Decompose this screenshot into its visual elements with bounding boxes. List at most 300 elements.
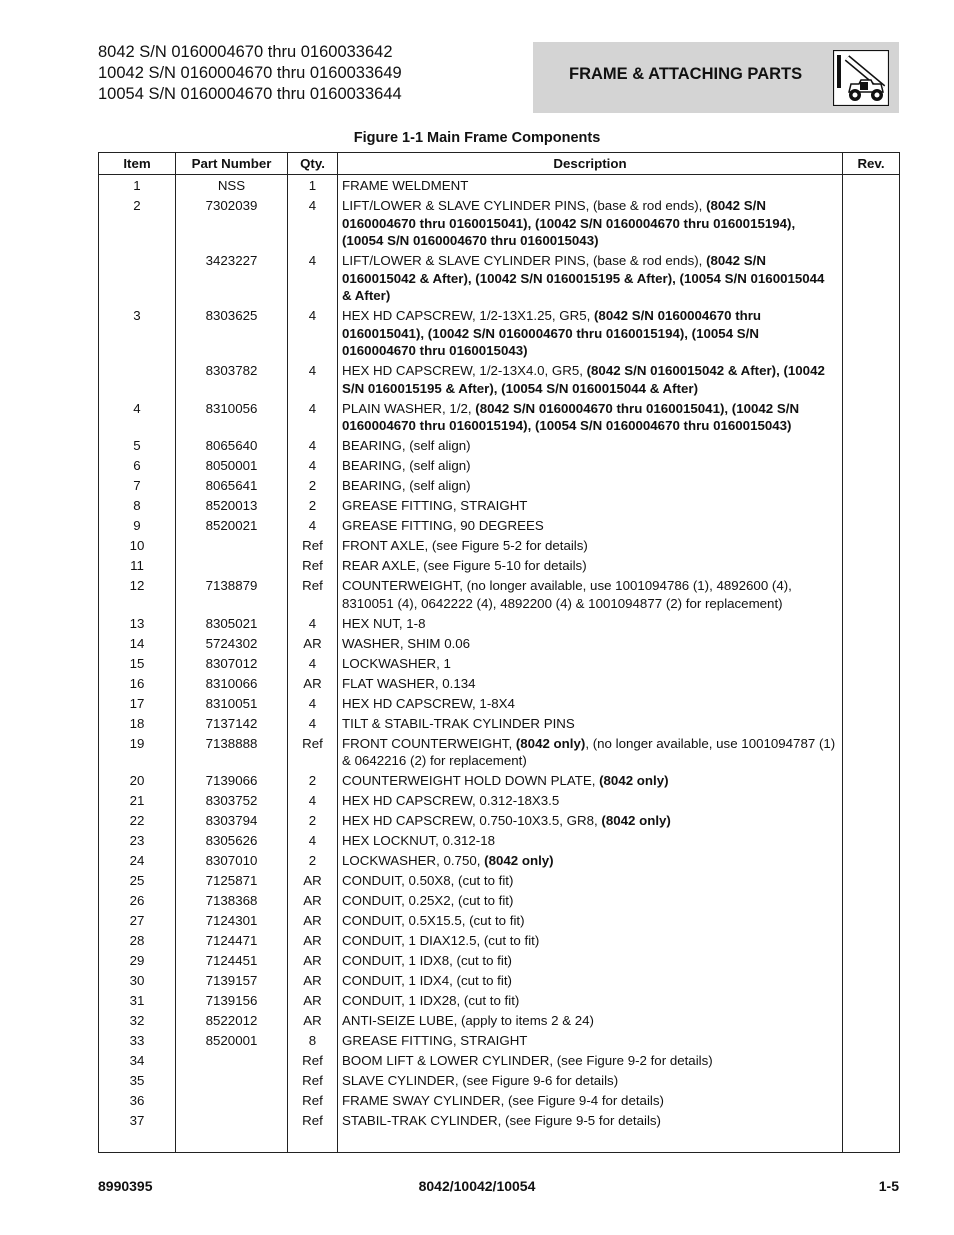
rev-cell [843,306,900,361]
rev-cell [843,496,900,516]
description-cell [338,734,843,772]
table-row [99,991,900,1011]
qty-cell: AR [288,1011,338,1031]
description-text: CONDUIT, 1 IDX8, (cut to fit) [342,953,512,968]
qty-cell: Ref [288,576,338,614]
qty-cell: Ref [288,1071,338,1091]
description-text: CONDUIT, 1 IDX4, (cut to fit) [342,973,512,988]
description-cell [338,891,843,911]
qty-cell: Ref [288,734,338,772]
table-row [99,1011,900,1031]
description-text: BEARING, (self align) [342,438,471,453]
description-cell [338,496,843,516]
description-cell [338,791,843,811]
description-cell [338,306,843,361]
description-cell [338,576,843,614]
table-row [99,634,900,654]
rev-cell [843,991,900,1011]
table-header-row [99,153,900,175]
qty-cell: Ref [288,1091,338,1111]
table-bottom-spacer [99,1131,900,1152]
description-text: COUNTERWEIGHT, (no longer available, use 1001094786 (1), 4892600 (4), 8310051 (4), 0642222 (4), 4892200 (4) & 1001094877 (2) for replacement) [342,578,792,611]
description-text: HEX HD CAPSCREW, 0.312-18X3.5 [342,793,560,808]
rev-cell [843,634,900,654]
part-number-cell: 7124451 [176,951,288,971]
serial-applicability-note: (8042 S/N 0160004670 thru 0160015041), (10042 S/N 0160004670 thru 0160015194), (10054 S/N 0160004670 thru 0160015043) [342,308,762,358]
rev-cell [843,871,900,891]
description-cell [338,634,843,654]
description-cell [338,654,843,674]
rev-cell [843,1091,900,1111]
table-row [99,851,900,871]
qty-cell: 2 [288,811,338,831]
col-header-qty: Qty. [288,153,338,175]
description-text: BOOM LIFT & LOWER CYLINDER, (see Figure 9-2 for details) [342,1053,713,1068]
qty-cell: AR [288,871,338,891]
part-number-cell [176,1071,288,1091]
qty-cell: 2 [288,496,338,516]
serial-line-8042: 8042 S/N 0160004670 thru 0160033642 [98,43,393,61]
part-number-cell: 7124471 [176,931,288,951]
part-number-cell: 8522012 [176,1011,288,1031]
qty-cell: 4 [288,436,338,456]
part-number-cell: 8050001 [176,456,288,476]
qty-cell: AR [288,911,338,931]
part-number-cell: 7139157 [176,971,288,991]
rev-cell [843,1111,900,1131]
part-number-cell: 8520021 [176,516,288,536]
description-cell [338,714,843,734]
description-text: HEX HD CAPSCREW, 1-8X4 [342,695,515,711]
table-row [99,306,900,361]
item-cell: 12 [99,576,176,614]
col-header-part-number: Part Number [176,153,288,175]
description-cell [338,911,843,931]
description-cell [338,971,843,991]
part-number-cell [176,1111,288,1131]
qty-cell: AR [288,931,338,951]
description-text: HEX HD CAPSCREW, 1/2-13X4.0, GR5, [342,363,587,378]
rev-cell [843,1071,900,1091]
parts-table-body [99,175,900,1153]
qty-cell: 4 [288,456,338,476]
qty-cell: Ref [288,1111,338,1131]
description-cell [338,831,843,851]
description-cell [338,771,843,791]
item-cell: 8 [99,496,176,516]
description-text: PLAIN WASHER, 1/2, [342,400,476,416]
qty-cell: Ref [288,536,338,556]
rev-cell [843,674,900,694]
item-cell: 1 [99,175,176,197]
description-cell [338,516,843,536]
part-number-cell [176,536,288,556]
table-row [99,971,900,991]
rev-cell [843,399,900,437]
description-cell [338,196,843,251]
part-number-cell [176,1091,288,1111]
table-row [99,1051,900,1071]
rev-cell [843,1051,900,1071]
rev-cell [843,811,900,831]
part-number-cell: NSS [176,175,288,197]
table-row [99,771,900,791]
serial-applicability-note: (8042 only) [484,853,554,868]
item-cell: 24 [99,851,176,871]
rev-cell [843,1031,900,1051]
item-cell: 29 [99,951,176,971]
item-cell: 2 [99,196,176,251]
description-cell [338,175,843,197]
part-number-cell: 8310066 [176,674,288,694]
footer-page-number: 1-5 [878,1178,899,1194]
empty-cell [288,1131,338,1152]
item-cell: 10 [99,536,176,556]
item-cell: 21 [99,791,176,811]
description-text: GREASE FITTING, STRAIGHT [342,1033,528,1048]
item-cell: 6 [99,456,176,476]
item-cell: 33 [99,1031,176,1051]
footer-doc-number: 8990395 [98,1178,153,1194]
description-text: CONDUIT, 0.50X8, (cut to fit) [342,873,514,888]
table-row [99,871,900,891]
item-cell: 35 [99,1071,176,1091]
description-text: HEX LOCKNUT, 0.312-18 [342,833,495,848]
empty-cell [176,1131,288,1152]
table-row [99,911,900,931]
rev-cell [843,654,900,674]
part-number-cell: 8307010 [176,851,288,871]
description-cell [338,694,843,714]
serial-applicability-note: (8042 only) [599,773,669,788]
rev-cell [843,771,900,791]
rev-cell [843,196,900,251]
part-number-cell: 8305021 [176,614,288,634]
item-cell: 31 [99,991,176,1011]
description-cell [338,456,843,476]
empty-cell [338,1131,843,1152]
part-number-cell: 8065641 [176,476,288,496]
item-cell: 13 [99,614,176,634]
description-text: HEX NUT, 1-8 [342,615,426,631]
part-number-cell: 7138888 [176,734,288,772]
figure-title: Figure 1-1 Main Frame Components [353,130,601,146]
part-number-cell: 8307012 [176,654,288,674]
table-row [99,1071,900,1091]
table-row [99,734,900,772]
table-row [99,516,900,536]
item-cell: 22 [99,811,176,831]
rev-cell [843,436,900,456]
description-cell [338,674,843,694]
item-cell: 15 [99,654,176,674]
description-cell [338,536,843,556]
serial-applicability-note: (8042 only) [515,735,586,751]
description-text: HEX HD CAPSCREW, 0.750-10X3.5, GR8, [342,813,602,828]
table-row [99,811,900,831]
part-number-cell: 7124301 [176,911,288,931]
part-number-cell: 8520013 [176,496,288,516]
item-cell: 3 [99,306,176,361]
table-row [99,654,900,674]
rev-cell [843,951,900,971]
table-row [99,931,900,951]
qty-cell: 4 [288,831,338,851]
part-number-cell: 8303794 [176,811,288,831]
description-cell [338,1011,843,1031]
description-text: COUNTERWEIGHT HOLD DOWN PLATE, [342,773,600,788]
item-cell: 18 [99,714,176,734]
description-text: CONDUIT, 0.5X15.5, (cut to fit) [342,913,525,928]
section-header-box [533,42,899,113]
item-cell: 37 [99,1111,176,1131]
table-row [99,456,900,476]
qty-cell: 4 [288,361,338,399]
description-cell [338,476,843,496]
description-cell [338,951,843,971]
part-number-cell: 8305626 [176,831,288,851]
rev-cell [843,361,900,399]
table-row [99,361,900,399]
empty-cell [843,1131,900,1152]
rev-cell [843,694,900,714]
rev-cell [843,536,900,556]
telehandler-icon [833,50,889,106]
serial-applicability-note: (8042 S/N 0160004670 thru 0160015041), (10042 S/N 0160004670 thru 0160015194), (10054 S/N 0160004670 thru 0160015043) [342,198,796,248]
serial-line-10054: 10054 S/N 0160004670 thru 0160033644 [98,85,402,103]
item-cell: 34 [99,1051,176,1071]
qty-cell: AR [288,991,338,1011]
table-row [99,1111,900,1131]
item-cell: 20 [99,771,176,791]
description-text-continued: , (no longer available, use 1001094787 (1) & 0642216 (2) for replacement) [342,735,836,768]
item-cell: 7 [99,476,176,496]
part-number-cell: 7138368 [176,891,288,911]
qty-cell: AR [288,971,338,991]
item-cell: 36 [99,1091,176,1111]
part-number-cell: 7302039 [176,196,288,251]
description-text: FRONT AXLE, (see Figure 5-2 for details) [342,538,588,553]
table-row [99,576,900,614]
description-cell [338,556,843,576]
qty-cell: Ref [288,556,338,576]
rev-cell [843,931,900,951]
part-number-cell: 8310051 [176,694,288,714]
item-cell: 14 [99,634,176,654]
table-row [99,175,900,197]
description-cell [338,811,843,831]
description-cell [338,871,843,891]
part-number-cell: 3423227 [176,251,288,306]
table-row [99,891,900,911]
item-cell: 17 [99,694,176,714]
table-row [99,694,900,714]
serial-line-10042: 10042 S/N 0160004670 thru 0160033649 [98,64,402,82]
rev-cell [843,456,900,476]
item-cell [99,361,176,399]
description-text: BEARING, (self align) [342,478,471,493]
part-number-cell: 7139066 [176,771,288,791]
rev-cell [843,831,900,851]
description-text: REAR AXLE, (see Figure 5-10 for details) [342,558,587,573]
table-row [99,399,900,437]
qty-cell: 4 [288,516,338,536]
rev-cell [843,911,900,931]
part-number-cell: 8310056 [176,399,288,437]
qty-cell: 4 [288,306,338,361]
description-text: WASHER, SHIM 0.06 [342,635,471,651]
item-cell: 32 [99,1011,176,1031]
table-row [99,556,900,576]
part-number-cell: 8303625 [176,306,288,361]
description-text: CONDUIT, 1 IDX28, (cut to fit) [342,993,520,1008]
part-number-cell: 8520001 [176,1031,288,1051]
col-header-rev: Rev. [843,153,900,175]
part-number-cell: 7125871 [176,871,288,891]
part-number-cell: 8303752 [176,791,288,811]
rev-cell [843,714,900,734]
table-row [99,196,900,251]
qty-cell: AR [288,891,338,911]
rev-cell [843,1011,900,1031]
description-cell [338,851,843,871]
description-text: GREASE FITTING, 90 DEGREES [342,518,544,533]
description-cell [338,399,843,437]
qty-cell: 4 [288,714,338,734]
item-cell: 26 [99,891,176,911]
rev-cell [843,791,900,811]
rev-cell [843,576,900,614]
part-number-cell [176,1051,288,1071]
item-cell: 23 [99,831,176,851]
item-cell: 28 [99,931,176,951]
description-cell [338,991,843,1011]
table-row [99,436,900,456]
qty-cell: Ref [288,1051,338,1071]
table-row [99,251,900,306]
qty-cell: 4 [288,654,338,674]
serial-applicability-note: (8042 S/N 0160015042 & After), (10042 S/N 0160015195 & After), (10054 S/N 0160015044 & After) [342,363,825,396]
qty-cell: 4 [288,251,338,306]
description-cell [338,1051,843,1071]
part-number-cell: 5724302 [176,634,288,654]
qty-cell: AR [288,674,338,694]
table-row [99,951,900,971]
item-cell: 16 [99,674,176,694]
rev-cell [843,614,900,634]
description-text: STABIL-TRAK CYLINDER, (see Figure 9-5 for details) [342,1113,661,1128]
part-number-cell: 8303782 [176,361,288,399]
description-cell [338,251,843,306]
table-row [99,674,900,694]
part-number-cell: 7138879 [176,576,288,614]
description-text: ANTI-SEIZE LUBE, (apply to items 2 & 24) [342,1013,594,1028]
item-cell: 9 [99,516,176,536]
table-row [99,536,900,556]
table-row [99,831,900,851]
description-text: LOCKWASHER, 0.750, [342,853,485,868]
serial-applicability-note: (8042 only) [601,813,671,828]
rev-cell [843,891,900,911]
rev-cell [843,516,900,536]
qty-cell: 2 [288,476,338,496]
description-cell [338,1091,843,1111]
description-text: FLAT WASHER, 0.134 [342,675,476,691]
serial-range-header [98,42,402,105]
qty-cell: 2 [288,851,338,871]
qty-cell: AR [288,634,338,654]
qty-cell: 4 [288,791,338,811]
description-text: SLAVE CYLINDER, (see Figure 9-6 for details) [342,1073,619,1088]
section-title: FRAME & ATTACHING PARTS [569,65,803,83]
description-cell [338,436,843,456]
description-text: BEARING, (self align) [342,458,471,473]
description-text: LOCKWASHER, 1 [342,655,451,671]
description-text: CONDUIT, 0.25X2, (cut to fit) [342,893,514,908]
rev-cell [843,476,900,496]
part-number-cell [176,556,288,576]
col-header-description: Description [338,153,843,175]
item-cell: 25 [99,871,176,891]
table-row [99,1031,900,1051]
rev-cell [843,251,900,306]
qty-cell: AR [288,951,338,971]
description-text: GREASE FITTING, STRAIGHT [342,498,528,513]
table-row [99,714,900,734]
item-cell: 27 [99,911,176,931]
qty-cell: 4 [288,694,338,714]
part-number-cell: 7137142 [176,714,288,734]
item-cell: 19 [99,734,176,772]
table-row [99,476,900,496]
qty-cell: 4 [288,196,338,251]
description-text: FRONT COUNTERWEIGHT, [342,735,516,751]
rev-cell [843,556,900,576]
item-cell: 5 [99,436,176,456]
description-cell [338,1111,843,1131]
table-row [99,614,900,634]
item-cell: 4 [99,399,176,437]
empty-cell [99,1131,176,1152]
description-cell [338,361,843,399]
qty-cell: 1 [288,175,338,197]
qty-cell: 4 [288,399,338,437]
rev-cell [843,734,900,772]
description-text: CONDUIT, 1 DIAX12.5, (cut to fit) [342,933,540,948]
description-text: FRAME WELDMENT [342,178,469,193]
table-row [99,791,900,811]
description-cell [338,931,843,951]
description-text: FRAME SWAY CYLINDER, (see Figure 9-4 for details) [342,1093,664,1108]
rev-cell [843,851,900,871]
part-number-cell: 8065640 [176,436,288,456]
description-text: TILT & STABIL-TRAK CYLINDER PINS [342,715,575,731]
rev-cell [843,971,900,991]
description-cell [338,1071,843,1091]
description-text: LIFT/LOWER & SLAVE CYLINDER PINS, (base & rod ends), [342,253,707,268]
item-cell: 11 [99,556,176,576]
qty-cell: 8 [288,1031,338,1051]
part-number-cell: 7139156 [176,991,288,1011]
table-row [99,1091,900,1111]
table-row [99,496,900,516]
parts-table [98,152,900,1153]
item-cell: 30 [99,971,176,991]
qty-cell: 2 [288,771,338,791]
description-text: HEX HD CAPSCREW, 1/2-13X1.25, GR5, [342,308,594,323]
footer-models: 8042/10042/10054 [418,1178,536,1194]
description-text: LIFT/LOWER & SLAVE CYLINDER PINS, (base & rod ends), [342,198,707,213]
